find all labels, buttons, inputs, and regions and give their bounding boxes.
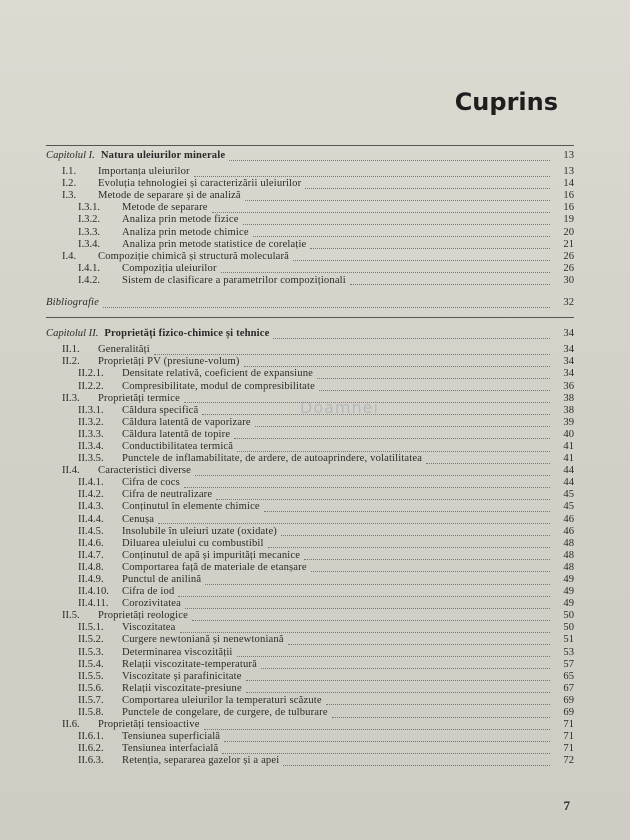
toc-entry: [46, 647, 574, 659]
toc-entry-page: 71: [563, 719, 574, 731]
toc-entry-number: I.1.: [62, 166, 77, 178]
leader-dots: [180, 624, 550, 633]
leader-dots: [317, 370, 550, 379]
toc-entry-page: 30: [563, 274, 574, 286]
toc-entry-label: Proprietăți tensioactive: [98, 719, 200, 731]
toc-entry: [46, 562, 574, 574]
leader-dots: [212, 204, 550, 213]
section-spacer: [46, 318, 574, 328]
leader-dots: [326, 696, 550, 705]
leader-dots: [216, 491, 550, 500]
toc-entry-label: Relații viscozitate-presiune: [122, 682, 242, 694]
toc-entry: [46, 239, 574, 251]
toc-entry-label: Cifra de cocs: [122, 477, 180, 489]
toc-entry: [46, 683, 574, 695]
toc-entry-page: 16: [563, 202, 574, 214]
toc-entry-label: Comportarea uleiurilor la temperaturi scăzute: [122, 694, 322, 706]
toc-entry-number: II.3.2.: [78, 416, 104, 428]
leader-dots: [103, 299, 550, 308]
leader-dots: [332, 709, 550, 718]
toc-entry-label: Generalități: [98, 344, 150, 356]
toc-entry-page: 48: [563, 537, 574, 549]
toc-entry-label: Insolubile în uleiuri uzate (oxidate): [122, 525, 277, 537]
leader-dots: [311, 563, 550, 572]
toc-entry-page: 40: [563, 428, 574, 440]
toc-entry: [46, 707, 574, 719]
leader-dots: [273, 330, 550, 339]
toc-entry-label: Natura uleiurilor minerale: [100, 150, 226, 161]
toc-entry-page: 26: [563, 250, 574, 262]
toc-entry: [46, 598, 574, 610]
toc-entry-number: II.4.9.: [78, 574, 104, 585]
toc-entry-number: I.3.4.: [78, 238, 101, 250]
toc-entry-number: II.3.1.: [78, 404, 104, 416]
leader-dots: [194, 168, 550, 177]
toc-entry-label: Sistem de clasificare a parametrilor compoziționali: [122, 274, 346, 286]
leader-dots: [234, 430, 550, 439]
toc-entry-label: Conductibilitatea termică: [122, 440, 234, 452]
toc-entry-page: 34: [563, 368, 574, 380]
toc-entry-label: Retenția, separarea gazelor și a apei: [122, 755, 280, 767]
toc-entry-label: Cifra de iod: [122, 586, 175, 598]
leader-dots: [178, 588, 550, 597]
toc-entry-label: Caracteristici diverse: [98, 465, 192, 477]
leader-dots: [204, 721, 550, 730]
toc-entry-page: 32: [563, 297, 574, 309]
leader-dots: [350, 276, 550, 285]
toc-entry-label: Densitate relativă, coeficient de expansiune: [122, 368, 314, 380]
toc-entry-page: 57: [563, 658, 574, 670]
leader-dots: [283, 757, 550, 766]
toc-entry-number: I.4.: [62, 250, 77, 262]
toc-entry: [46, 465, 574, 477]
leader-dots: [246, 672, 550, 681]
toc-entry-number: II.5.6.: [78, 682, 104, 694]
toc-entry: [46, 429, 574, 441]
toc-entry-number: II.2.1.: [78, 368, 104, 380]
toc-entry: [46, 381, 574, 393]
toc-entry-label: Cifra de neutralizare: [122, 489, 213, 501]
toc-entry-number: II.3.3.: [78, 428, 104, 440]
toc-entry-label: Proprietăți PV (presiune-volum): [98, 356, 240, 368]
toc-entry-page: 71: [563, 731, 574, 743]
leader-dots: [255, 418, 550, 427]
toc-entry: [46, 297, 574, 309]
watermark: Doamnei: [300, 398, 379, 417]
toc-entry-page: 65: [563, 670, 574, 682]
toc-entry: [46, 526, 574, 538]
toc-entry: [46, 634, 574, 646]
toc-entry-page: 38: [563, 404, 574, 416]
leader-dots: [245, 192, 550, 201]
leader-dots: [221, 264, 550, 273]
leader-dots: [237, 443, 550, 452]
toc-entry: [46, 368, 574, 380]
toc-entry: [46, 344, 574, 356]
toc-entry-page: 67: [563, 682, 574, 694]
toc-entry-label: Căldura specifică: [122, 404, 199, 416]
leader-dots: [154, 346, 550, 355]
toc-entry-label: Comportarea față de materiale de etanșare: [122, 561, 307, 573]
leader-dots: [426, 455, 550, 464]
toc-entry-number: II.3.4.: [78, 440, 104, 452]
toc-entry-label: Relații viscozitate-temperatură: [122, 658, 257, 670]
toc-entry-label: Analiza prin metode fizice: [122, 214, 239, 226]
toc-entry-page: 41: [563, 453, 574, 465]
toc-entry-number: I.4.2.: [78, 274, 101, 286]
leader-dots: [185, 600, 550, 609]
leader-dots: [310, 240, 550, 249]
toc-entry: [46, 622, 574, 634]
toc-entry: [46, 659, 574, 671]
toc-entry-page: 34: [563, 356, 574, 368]
leader-dots: [304, 551, 550, 560]
toc-entry-number: II.6.2.: [78, 743, 104, 755]
leader-dots: [305, 180, 550, 189]
toc-entry: [46, 719, 574, 731]
toc-entry-page: 51: [563, 634, 574, 646]
leader-dots: [158, 515, 550, 524]
toc-entry-page: 49: [563, 574, 574, 585]
toc-entry-page: 49: [563, 586, 574, 598]
toc-entry-number: II.4.4.: [78, 513, 104, 525]
toc-entry-number: II.4.7.: [78, 549, 104, 561]
toc-entry-number: II.5.: [62, 610, 80, 622]
leader-dots: [184, 479, 550, 488]
toc-entry: [46, 755, 574, 767]
toc-entry-label: Proprietăți reologice: [98, 610, 188, 622]
toc-entry: [46, 586, 574, 598]
toc-entry: [46, 743, 574, 755]
toc-entry-number: I.4.1.: [78, 262, 101, 274]
toc-entry-label: Viscozitatea: [122, 622, 176, 634]
toc-entry-page: 48: [563, 549, 574, 561]
toc-entry-label: Proprietăți termice: [98, 392, 180, 404]
toc-entry-page: 34: [563, 344, 574, 356]
toc-entry: [46, 731, 574, 743]
toc-entry-number: II.2.2.: [78, 380, 104, 392]
leader-dots: [229, 152, 550, 161]
leader-dots: [224, 733, 550, 742]
toc-entry-number: II.4.: [62, 465, 80, 477]
toc-entry-page: 50: [563, 622, 574, 634]
toc-entry-label: Corozivitatea: [122, 598, 182, 610]
toc-entry-page: 14: [563, 178, 574, 190]
toc-entry-page: 45: [563, 501, 574, 513]
toc-entry-page: 13: [563, 166, 574, 178]
toc-entry: [46, 202, 574, 214]
leader-dots: [261, 660, 550, 669]
toc-entry-label: Punctul de anilină: [122, 574, 202, 585]
toc-entry-page: 72: [563, 755, 574, 767]
toc-entry-label: Punctele de congelare, de curgere, de tulburare: [122, 707, 328, 719]
toc-entry-page: 38: [563, 392, 574, 404]
toc-entry-label: Viscozitate și parafinicitate: [122, 670, 242, 682]
toc-entry-page: 48: [563, 561, 574, 573]
leader-dots: [293, 252, 550, 261]
leader-dots: [264, 503, 550, 512]
leader-dots: [195, 467, 550, 476]
toc-entry-number: II.4.6.: [78, 537, 104, 549]
toc-entry: [46, 214, 574, 226]
toc-entry: [46, 477, 574, 489]
toc-entry-number: Capitolul I.: [46, 150, 95, 161]
section-spacer: [46, 287, 574, 297]
toc-entry-label: Metode de separare: [122, 202, 208, 214]
toc-entry: [46, 150, 574, 162]
toc-entry: [46, 441, 574, 453]
toc-entry: [46, 251, 574, 263]
toc-entry: [46, 695, 574, 707]
toc-entry: [46, 574, 574, 586]
toc-entry-label: Conținutul în elemente chimice: [122, 501, 260, 513]
toc-entry-number: II.3.5.: [78, 453, 104, 465]
leader-dots: [192, 612, 550, 621]
toc-entry: [46, 489, 574, 501]
toc-entry-page: 20: [563, 226, 574, 238]
toc-entry-number: II.5.2.: [78, 634, 104, 646]
toc-entry-page: 53: [563, 646, 574, 658]
leader-dots: [237, 648, 550, 657]
toc-entry-label: Căldura latentă de topire: [122, 428, 231, 440]
toc-entry-page: 45: [563, 489, 574, 501]
toc-entry: [46, 356, 574, 368]
toc-entry-number: II.5.3.: [78, 646, 104, 658]
toc-entry-page: 19: [563, 214, 574, 226]
leader-dots: [222, 745, 550, 754]
leader-dots: [268, 539, 550, 548]
toc-entry-number: I.3.2.: [78, 214, 101, 226]
toc-entry-page: 44: [563, 477, 574, 489]
toc-entry-label: Evoluția tehnologiei și caracterizării uleiurilor: [98, 178, 302, 190]
toc-entry-label: Cenușa: [122, 513, 155, 525]
top-rule: [46, 145, 574, 146]
toc-entry-page: 41: [563, 440, 574, 452]
toc-entry: [46, 275, 574, 287]
leader-dots: [205, 576, 550, 585]
toc-entry-number: II.4.10.: [78, 586, 109, 598]
toc-entry-label: Determinarea viscozității: [122, 646, 233, 658]
toc-entry-number: I.3.3.: [78, 226, 101, 238]
toc-entry-number: II.1.: [62, 344, 80, 356]
toc-entry-page: 49: [563, 598, 574, 610]
leader-dots: [253, 228, 550, 237]
toc-entry-label: Punctele de inflamabilitate, de ardere, de autoaprindere, volatilitatea: [122, 453, 423, 465]
toc-entry-number: II.4.2.: [78, 489, 104, 501]
toc-entry-label: Analiza prin metode statistice de corelație: [122, 238, 307, 250]
toc-entry-label: Diluarea uleiului cu combustibil: [122, 537, 264, 549]
toc-entry-label: Metode de separare și de analiză: [98, 190, 241, 202]
page-number: 7: [563, 798, 570, 813]
toc-entry-number: II.4.11.: [78, 598, 109, 610]
toc-entry-page: 71: [563, 743, 574, 755]
toc-entry-page: 26: [563, 262, 574, 274]
toc-entry-label: Tensiunea interfacială: [122, 743, 219, 755]
leader-dots: [281, 527, 550, 536]
toc-entry: [46, 263, 574, 275]
toc-entry-label: Analiza prin metode chimice: [122, 226, 249, 238]
toc-entry-number: I.2.: [62, 178, 77, 190]
toc-entry-page: 39: [563, 416, 574, 428]
toc-entry-number: II.5.1.: [78, 622, 104, 634]
toc-entry-page: 16: [563, 190, 574, 202]
leader-dots: [244, 358, 550, 367]
toc-entry: [46, 514, 574, 526]
toc-entry-number: II.4.5.: [78, 525, 104, 537]
toc-entry-number: II.6.3.: [78, 755, 104, 767]
leader-dots: [246, 684, 550, 693]
toc-entry: [46, 671, 574, 683]
toc-entry: [46, 610, 574, 622]
toc-entry-page: 21: [563, 238, 574, 250]
toc-entry-page: 34: [563, 328, 574, 340]
toc-entry-number: II.3.: [62, 392, 80, 404]
toc-entry: [46, 227, 574, 239]
toc-entry-number: II.4.3.: [78, 501, 104, 513]
leader-dots: [243, 216, 550, 225]
toc-entry: [46, 190, 574, 202]
toc-entry: [46, 178, 574, 190]
toc-entry-label: Curgere newtoniană și nenewtoniană: [122, 634, 284, 646]
page-title: Cuprins: [454, 88, 558, 116]
toc-entry-number: II.6.: [62, 719, 80, 731]
toc-entry: [46, 417, 574, 429]
toc-entry-number: Capitolul II.: [46, 328, 99, 340]
toc-entry: [46, 166, 574, 178]
toc-entry-label: Importanța uleiurilor: [98, 166, 190, 178]
toc-entry-page: 46: [563, 525, 574, 537]
toc-entry-page: 44: [563, 465, 574, 477]
toc-entry-label: Tensiunea superficială: [122, 731, 221, 743]
toc-entry-label: Compoziție chimică și structură moleculară: [98, 250, 290, 262]
toc-entry: [46, 453, 574, 465]
table-of-contents: [46, 150, 574, 768]
toc-entry: [46, 328, 574, 340]
toc-entry-page: 46: [563, 513, 574, 525]
toc-entry: [46, 550, 574, 562]
toc-entry-number: II.5.5.: [78, 670, 104, 682]
toc-entry-page: 69: [563, 707, 574, 719]
toc-entry-label: Bibliografie: [46, 297, 99, 309]
leader-dots: [319, 382, 550, 391]
leader-dots: [288, 636, 550, 645]
toc-entry-label: Compoziția uleiurilor: [122, 262, 217, 274]
toc-entry-number: II.4.8.: [78, 561, 104, 573]
toc-entry-number: II.5.4.: [78, 658, 104, 670]
toc-entry-number: II.5.7.: [78, 694, 104, 706]
toc-entry-number: II.2.: [62, 356, 80, 368]
toc-entry-label: Proprietăți fizico-chimice și tehnice: [104, 328, 270, 340]
toc-entry-page: 69: [563, 694, 574, 706]
toc-entry-number: II.6.1.: [78, 731, 104, 743]
toc-entry-page: 36: [563, 380, 574, 392]
toc-entry: [46, 501, 574, 513]
toc-entry: [46, 538, 574, 550]
toc-entry-label: Conținutul de apă și impurități mecanice: [122, 549, 301, 561]
toc-entry-number: II.5.8.: [78, 707, 104, 719]
toc-entry-page: 50: [563, 610, 574, 622]
toc-entry-label: Compresibilitate, modul de compresibilitate: [122, 380, 315, 392]
toc-entry-number: I.3.1.: [78, 202, 101, 214]
toc-entry-number: II.4.1.: [78, 477, 104, 489]
toc-entry-label: Căldura latentă de vaporizare: [122, 416, 251, 428]
toc-entry-page: 13: [563, 150, 574, 161]
toc-entry-number: I.3.: [62, 190, 77, 202]
